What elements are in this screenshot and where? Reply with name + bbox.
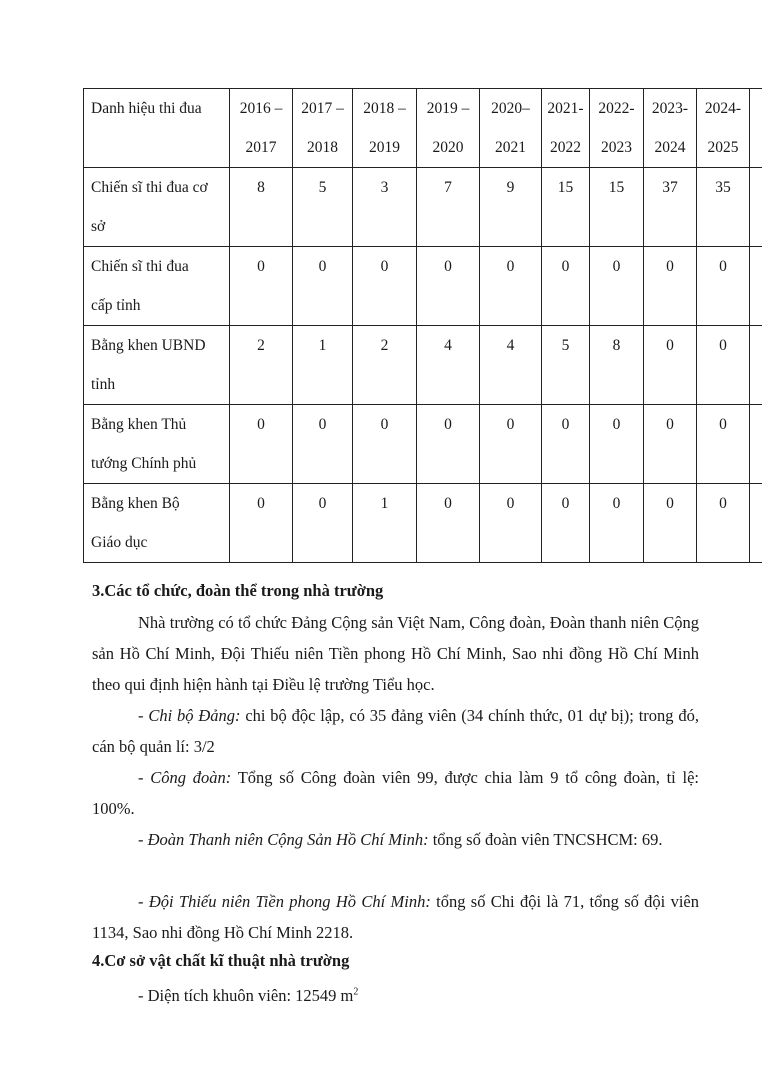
year-header-cell: [353, 89, 417, 168]
value-cell: 0: [230, 484, 293, 563]
item-doan-thanh-nien: - Đoàn Thanh niên Cộng Sản Hồ Chí Minh: tổng số đoàn viên TNCSHCM: 69.: [138, 830, 663, 849]
value-cell: 5: [293, 168, 353, 247]
table-header-row: [84, 89, 762, 168]
year-header-cell: [230, 89, 293, 168]
award-label-line: Bằng khen Thủ: [91, 416, 187, 433]
item-label: Công đoàn:: [150, 768, 232, 787]
campus-area: - Diện tích khuôn viên: 12549 $m^2$: [138, 986, 359, 1005]
year-start: 2016 –: [239, 100, 283, 117]
award-label-line: tỉnh: [91, 376, 116, 393]
award-label-line: Giáo dục: [91, 534, 148, 551]
value-cell: 0: [644, 247, 697, 326]
item-cong-doan: - Công đoàn: Tổng số Công đoàn viên 99, được chia làm 9 tổ công đoàn, tỉ lệ: 100%.: [92, 768, 700, 818]
year-header-cell: [644, 89, 697, 168]
award-label-line: tướng Chính phủ: [91, 455, 197, 472]
cut-off-cell: [750, 484, 762, 563]
year-header-cell: [590, 89, 644, 168]
value-cell: 0: [230, 247, 293, 326]
value-cell: 0: [542, 405, 590, 484]
year-start: 2020–: [491, 100, 530, 117]
value-cell: 4: [480, 326, 542, 405]
awards-table: [83, 88, 762, 563]
item-label: Đoàn Thanh niên Cộng Sản Hồ Chí Minh:: [147, 830, 429, 849]
year-end: 2023: [601, 139, 632, 156]
cut-off-cell: [750, 405, 762, 484]
value-cell: 0: [697, 484, 750, 563]
value-cell: 0: [697, 326, 750, 405]
award-label-line: cấp tỉnh: [91, 297, 141, 314]
cut-off-cell: [750, 89, 762, 168]
item-chi-bo-dang: - Chi bộ Đảng: chi bộ độc lập, có 35 đảng viên (34 chính thức, 01 dự bị); trong đó, cán bộ quản lí: 3/2: [92, 706, 699, 756]
award-label-cell: [84, 484, 230, 563]
value-cell: 15: [542, 168, 590, 247]
value-cell: 0: [480, 247, 542, 326]
year-header-cell: [480, 89, 542, 168]
year-start: 2022-: [598, 100, 635, 117]
year-header-cell: [697, 89, 750, 168]
year-start: 2019 –: [426, 100, 470, 117]
award-label-cell: [84, 247, 230, 326]
value-cell: 15: [590, 168, 644, 247]
award-label-cell: [84, 168, 230, 247]
value-cell: 9: [480, 168, 542, 247]
award-label-line: sở: [91, 218, 106, 235]
year-end: 2025: [707, 139, 739, 156]
year-end: 2021: [495, 139, 526, 156]
value-cell: 5: [542, 326, 590, 405]
year-start: 2023-: [651, 100, 689, 117]
year-end: 2017: [245, 139, 277, 156]
value-cell: 4: [417, 326, 480, 405]
award-label-line: Bằng khen Bộ: [91, 495, 180, 512]
item-label: Đội Thiếu niên Tiền phong Hồ Chí Minh:: [148, 892, 431, 911]
award-label-cell: [84, 326, 230, 405]
value-cell: 0: [542, 247, 590, 326]
cut-off-cell: [750, 326, 762, 405]
item-doi-thieu-nien: - Đội Thiếu niên Tiền phong Hồ Chí Minh: tổng số Chi đội là 71, tổng số đội viên 1134, Sao nhi đồng Hồ Chí Minh 2218.: [92, 892, 699, 942]
table-row: [84, 168, 762, 247]
year-header-cell: [542, 89, 590, 168]
item-label: Chi bộ Đảng:: [148, 706, 241, 725]
table-row: [84, 326, 762, 405]
table-row: [84, 484, 762, 563]
value-cell: 0: [644, 326, 697, 405]
value-cell: 3: [353, 168, 417, 247]
header-label-cell: Danh hiệu thi đua: [84, 89, 230, 168]
cut-off-cell: [750, 247, 762, 326]
value-cell: 1: [293, 326, 353, 405]
award-label-line: Bằng khen UBND: [91, 337, 206, 354]
value-cell: 0: [697, 247, 750, 326]
table-row: [84, 247, 762, 326]
value-cell: 0: [293, 484, 353, 563]
value-cell: 0: [417, 484, 480, 563]
year-header-cell: [417, 89, 480, 168]
value-cell: 0: [697, 405, 750, 484]
year-end: 2024: [654, 139, 686, 156]
award-label-line: Chiến sĩ thi đua: [91, 258, 189, 275]
value-cell: 8: [230, 168, 293, 247]
year-start: 2024-: [704, 100, 742, 117]
value-cell: 8: [590, 326, 644, 405]
section-4-heading: 4.Cơ sở vật chất kĩ thuật nhà trường: [92, 951, 350, 970]
value-cell: 37: [644, 168, 697, 247]
year-end: 2018: [307, 139, 338, 156]
value-cell: 0: [590, 405, 644, 484]
section-3-intro: Nhà trường có tổ chức Đảng Cộng sản Việt Nam, Công đoàn, Đoàn thanh niên Cộng sản Hồ Chí Minh, Đội Thiếu niên Tiền phong Hồ Chí Minh, Sao nhi đồng Hồ Chí Minh theo qui định hiện hành tại Điều lệ trường Tiểu học.: [92, 613, 699, 694]
year-end: 2019: [369, 139, 400, 156]
value-cell: 0: [353, 405, 417, 484]
value-cell: 0: [480, 484, 542, 563]
year-end: 2022: [550, 139, 581, 156]
award-label-line: Chiến sĩ thi đua cơ: [91, 179, 208, 196]
table-row: [84, 405, 762, 484]
value-cell: 0: [293, 247, 353, 326]
value-cell: 35: [697, 168, 750, 247]
value-cell: 0: [644, 405, 697, 484]
value-cell: 0: [230, 405, 293, 484]
value-cell: 0: [590, 484, 644, 563]
value-cell: 1: [353, 484, 417, 563]
year-header-cell: [293, 89, 353, 168]
value-cell: 0: [644, 484, 697, 563]
value-cell: 0: [480, 405, 542, 484]
value-cell: 0: [542, 484, 590, 563]
year-start: 2017 –: [301, 100, 344, 117]
value-cell: 0: [417, 247, 480, 326]
section-3-heading: 3.Các tổ chức, đoàn thể trong nhà trường: [92, 581, 384, 600]
value-cell: 0: [590, 247, 644, 326]
value-cell: 2: [230, 326, 293, 405]
value-cell: 0: [293, 405, 353, 484]
year-end: 2020: [432, 139, 464, 156]
award-label-cell: [84, 405, 230, 484]
value-cell: 2: [353, 326, 417, 405]
year-start: 2018 –: [363, 100, 406, 117]
year-start: 2021-: [547, 100, 584, 117]
value-cell: 7: [417, 168, 480, 247]
value-cell: 0: [417, 405, 480, 484]
value-cell: 0: [353, 247, 417, 326]
cut-off-cell: [750, 168, 762, 247]
